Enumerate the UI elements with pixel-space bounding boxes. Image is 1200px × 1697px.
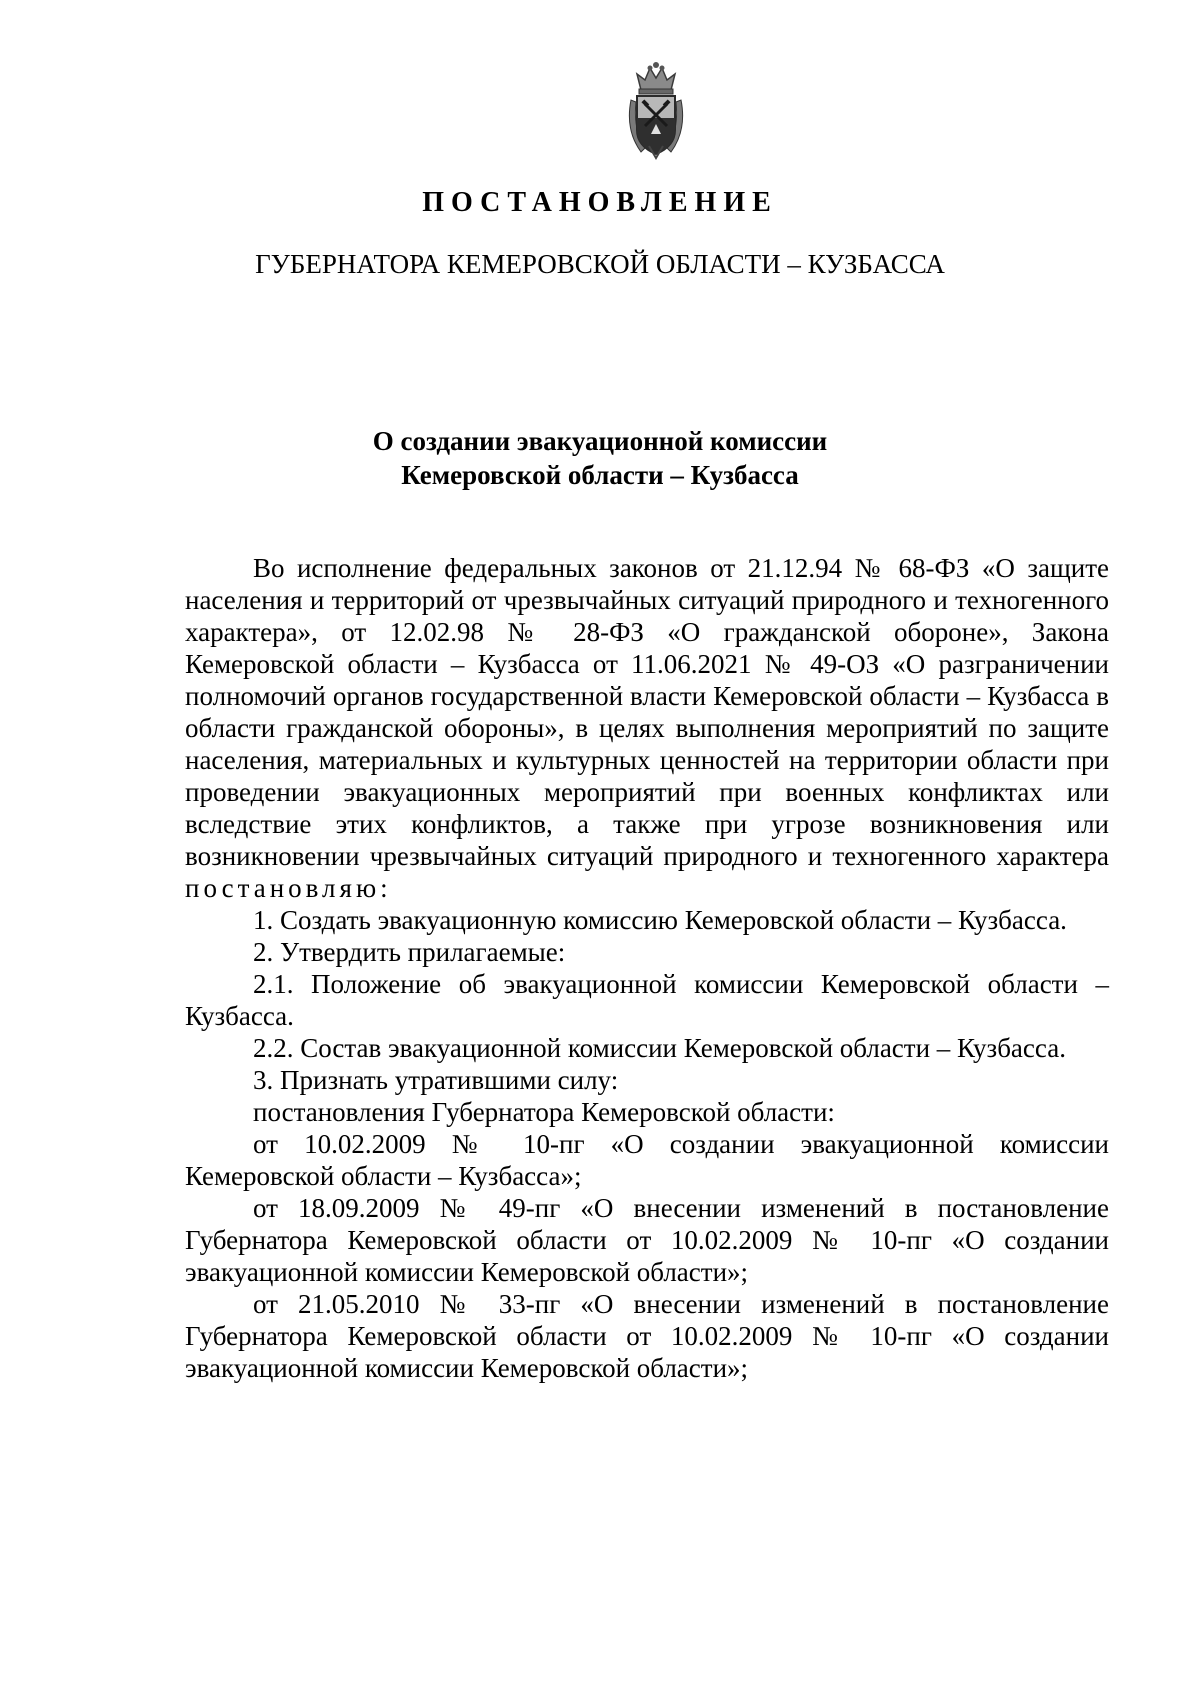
document-title-line-1: О создании эвакуационной комиссии	[372, 426, 828, 456]
item-3-b-paragraph: от 18.09.2009 № 49-пг «О внесении изменений в постановление Губернатора Кемеровской области от 10.02.2009 № 10-пг «О создании эвакуационной комиссии Кемеровской области»;	[185, 1193, 1109, 1287]
issuer-heading: ГУБЕРНАТОРА КЕМЕРОВСКОЙ ОБЛАСТИ – КУЗБАССА	[255, 249, 945, 279]
decree-colon: :	[380, 873, 388, 903]
item-3-intro-paragraph: постановления Губернатора Кемеровской области:	[253, 1097, 835, 1127]
document-title	[0, 424, 1200, 492]
document-body	[185, 552, 1109, 1384]
item-2-paragraph: 2. Утвердить прилагаемые:	[253, 937, 566, 967]
decree-word: постановляю	[185, 873, 381, 903]
kuzbass-coat-of-arms-icon	[623, 60, 689, 160]
item-3-a-paragraph: от 10.02.2009 № 10-пг «О создании эвакуационной комиссии Кемеровской области – Кузбасса»;	[185, 1129, 1109, 1191]
preamble-paragraph	[185, 552, 1109, 904]
document-type-heading: ПОСТАНОВЛЕНИЕ	[422, 187, 778, 218]
preamble-text: Во исполнение федеральных законов от 21.12.94 № 68-ФЗ «О защите населения и территорий от чрезвычайных ситуаций природного и техногенного характера», от 12.02.98 № 28-ФЗ «О гражданской обороне», Закона Кемеровской области – Кузбасса от 11.06.2021 № 49-ОЗ «О разграничении полномочий органов государственной власти Кемеровской области – Кузбасса в области гражданской обороны», в целях выполнения мероприятий по защите населения, материальных и культурных ценностей на территории области при проведении эвакуационных мероприятий при военных конфликтах или вследствие этих конфликтов, а также при угрозе возникновения или возникновении чрезвычайных ситуаций природного и техногенного характера	[185, 553, 1109, 871]
document-title-line-2: Кемеровской области – Кузбасса	[401, 460, 799, 490]
item-2-2-paragraph: 2.2. Состав эвакуационной комиссии Кемеровской области – Кузбасса.	[253, 1033, 1066, 1063]
item-3-c-paragraph: от 21.05.2010 № 33-пг «О внесении изменений в постановление Губернатора Кемеровской области от 10.02.2009 № 10-пг «О создании эвакуационной комиссии Кемеровской области»;	[185, 1289, 1109, 1383]
item-2-1-paragraph: 2.1. Положение об эвакуационной комиссии Кемеровской области – Кузбасса.	[185, 969, 1109, 1031]
item-1-paragraph: 1. Создать эвакуационную комиссию Кемеровской области – Кузбасса.	[253, 905, 1067, 935]
item-3-paragraph: 3. Признать утратившими силу:	[253, 1065, 619, 1095]
